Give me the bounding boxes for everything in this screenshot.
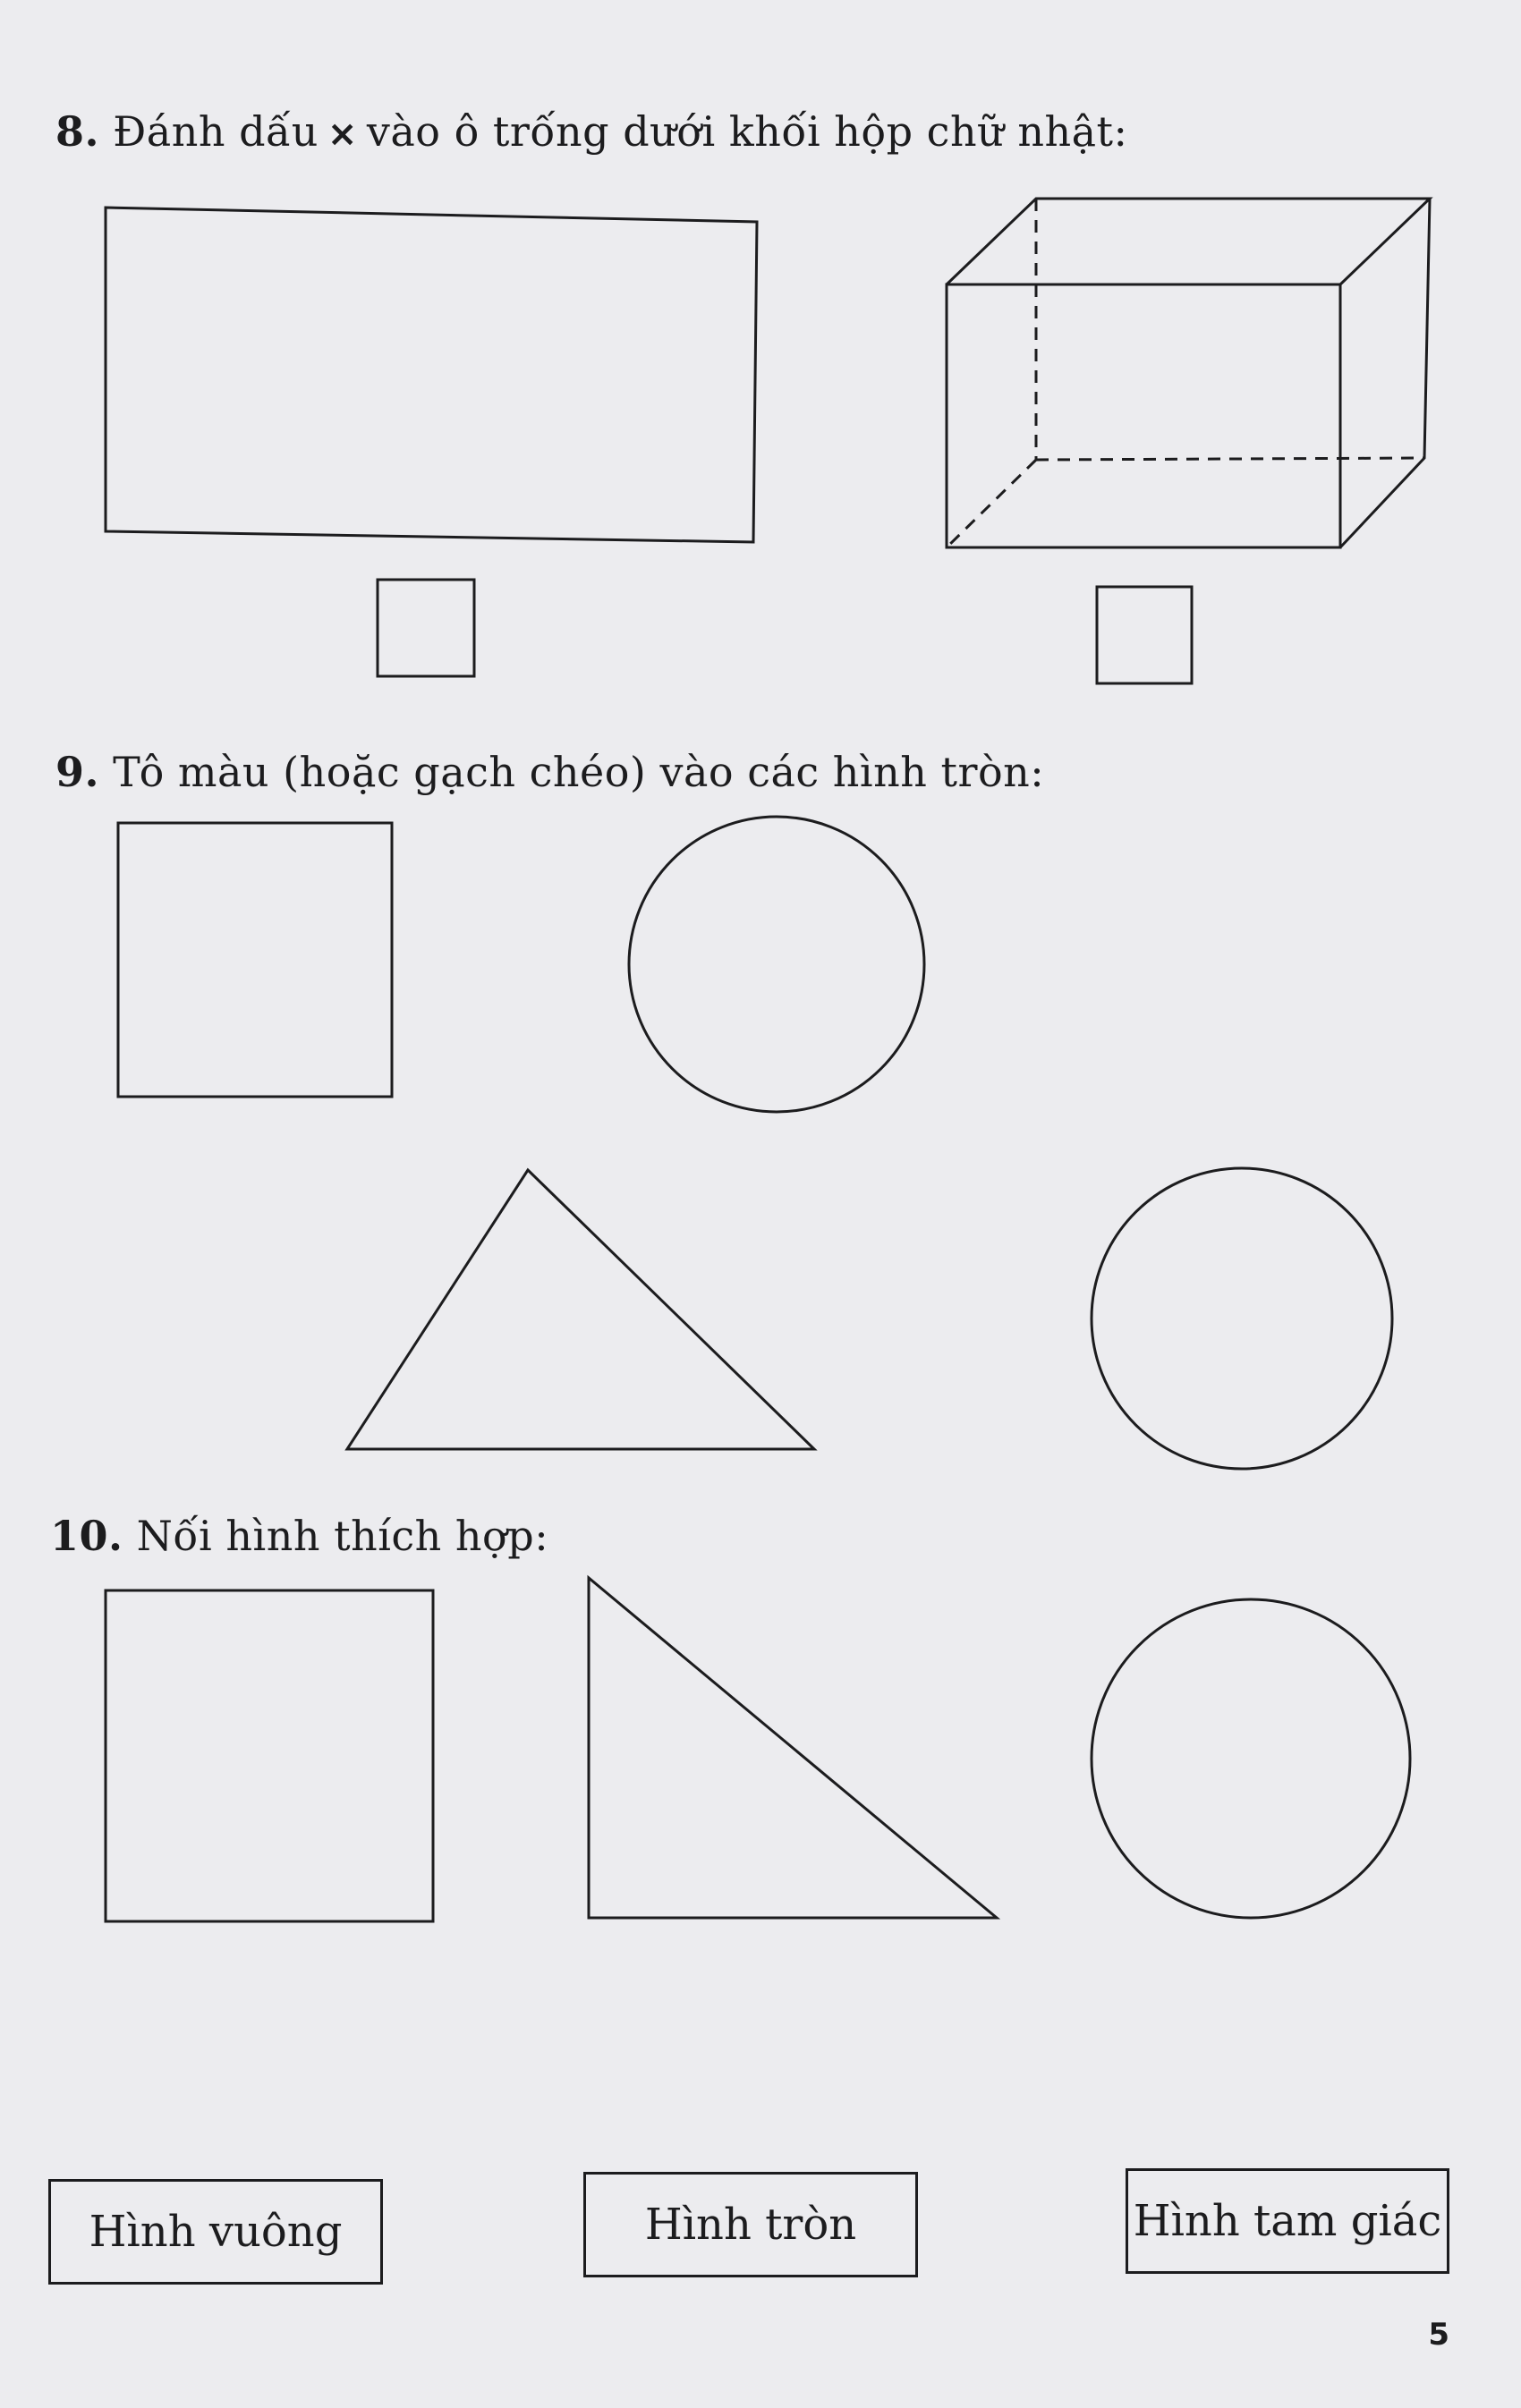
label-square[interactable]	[48, 2179, 383, 2285]
question-10-text: Nối hình thích hợp:	[136, 1512, 549, 1560]
cuboid-box	[947, 199, 1430, 547]
cuboid-hidden-horizontal	[1036, 458, 1424, 460]
square-shape	[118, 823, 392, 1097]
question-8-number: 8.	[55, 107, 100, 156]
question-8-text-after: vào ô trống dưới khối hộp chữ nhật:	[366, 107, 1128, 156]
page-number: 5	[1428, 2317, 1449, 2353]
x-mark-icon: ×	[327, 114, 358, 155]
label-triangle-text: Hình tam giác	[1133, 2196, 1442, 2246]
label-circle[interactable]	[583, 2172, 918, 2277]
cuboid-right-edge	[1340, 199, 1430, 547]
answer-box-cuboid[interactable]	[1097, 587, 1192, 683]
label-triangle[interactable]	[1126, 2168, 1449, 2274]
circle-shape[interactable]	[1092, 1599, 1410, 1918]
label-square-text: Hình vuông	[89, 2207, 343, 2257]
circle-shape[interactable]	[1092, 1168, 1392, 1469]
question-9-number: 9.	[55, 748, 100, 796]
right-triangle-shape[interactable]	[589, 1578, 997, 1918]
label-circle-text: Hình tròn	[644, 2200, 857, 2250]
circle-shape[interactable]	[629, 817, 924, 1112]
flat-rectangle	[106, 208, 757, 542]
cuboid-front-face	[947, 284, 1340, 547]
triangle-shape	[347, 1170, 814, 1449]
answer-box-rectangle[interactable]	[378, 580, 474, 676]
question-10-number: 10.	[50, 1512, 123, 1560]
question-8-text-before: Đánh dấu	[113, 107, 319, 156]
cuboid-top-face	[947, 199, 1430, 284]
question-9-text: Tô màu (hoặc gạch chéo) vào các hình tròn:	[113, 748, 1045, 796]
cuboid-hidden-diagonal	[947, 460, 1036, 547]
square-shape[interactable]	[106, 1590, 433, 1921]
